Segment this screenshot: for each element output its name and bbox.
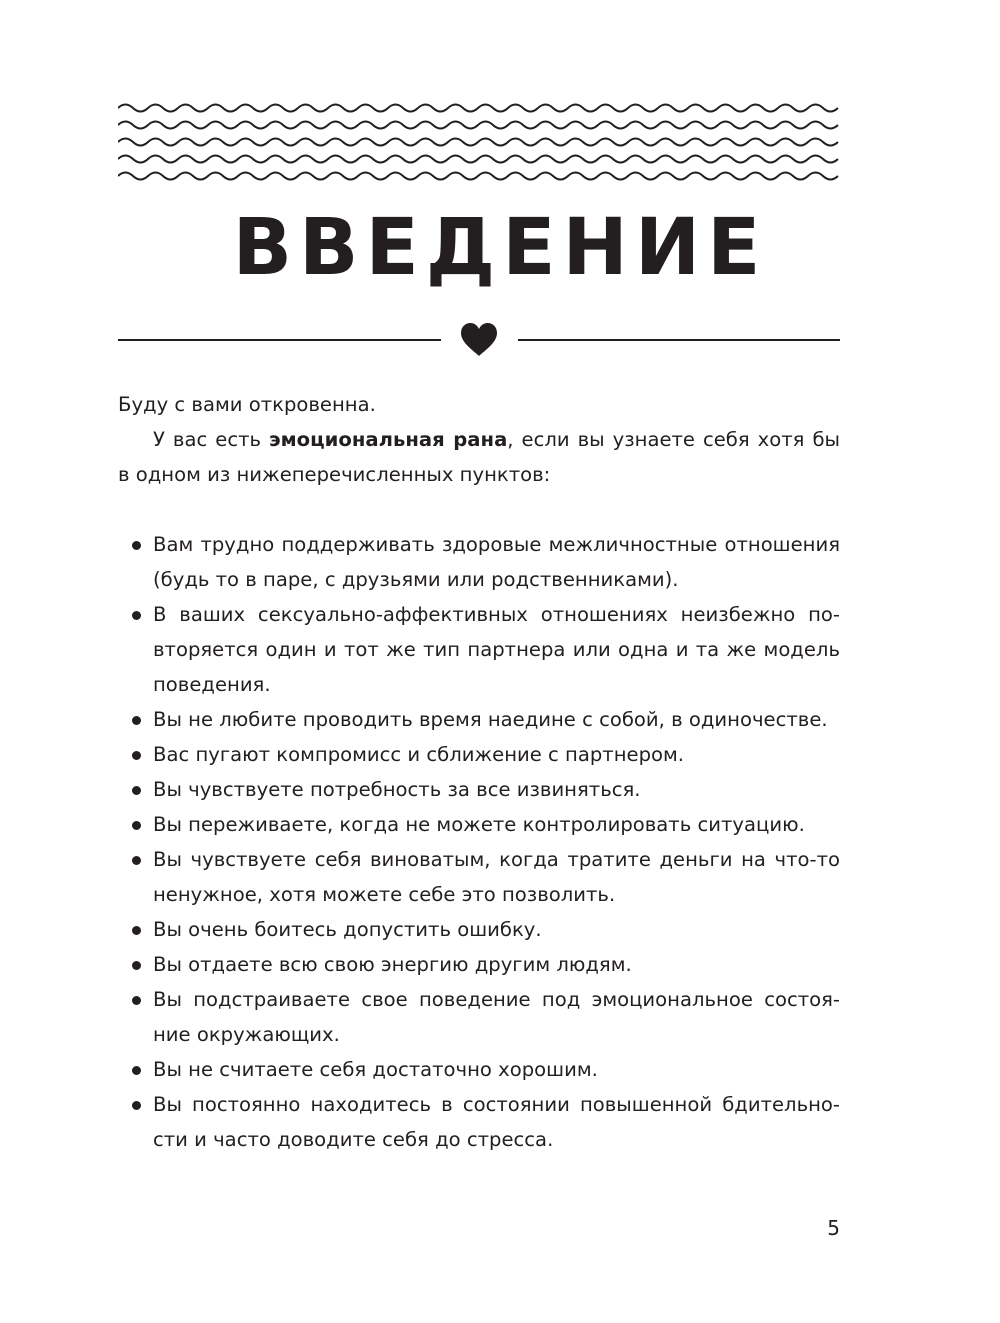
bullet-icon: [132, 751, 141, 760]
page-title: ВВЕДЕНИЕ: [232, 203, 768, 293]
intro-line: Буду с вами откровенна.: [118, 393, 376, 416]
list-item: [118, 947, 840, 982]
list-item: [118, 527, 840, 597]
bullet-icon: [132, 1066, 141, 1075]
bullet-icon: [132, 926, 141, 935]
list-item: [118, 842, 840, 912]
divider-right: [518, 339, 840, 341]
list-item-text: Вы отдаете всю свою энергию другим людям.: [153, 953, 632, 976]
list-item-text: Вас пугают компромисс и сближение с партнером.: [153, 743, 685, 766]
list-item-text: Вы не любите проводить время наедине с собой, в одиночестве.: [153, 708, 828, 731]
list-item: [118, 597, 840, 702]
page-number: 5: [827, 1216, 840, 1240]
divider-left: [118, 339, 441, 341]
heart-icon: [460, 322, 498, 358]
list-item: [118, 772, 840, 807]
bullet-icon: [132, 961, 141, 970]
bullet-icon: [132, 996, 141, 1005]
list-item-text: Вы чувствуете потребность за все извиняться.: [153, 778, 641, 801]
list-item: [118, 702, 840, 737]
intro-text-before: У вас есть: [153, 428, 270, 451]
list-item-text: Вам трудно поддерживать здоровые межличностные отношения (будь то в паре, с друзьями или родственниками).: [153, 533, 840, 591]
bullet-icon: [132, 786, 141, 795]
list-item: [118, 982, 840, 1052]
list-item: [118, 1087, 840, 1157]
intro-text-after: , если вы узнаете себя хотя бы в одном из нижеперечисленных пунктов:: [118, 428, 840, 486]
bullet-icon: [132, 856, 141, 865]
bullet-icon: [132, 1101, 141, 1110]
bullet-icon: [132, 716, 141, 725]
bullet-icon: [132, 611, 141, 620]
bullet-icon: [132, 821, 141, 830]
list-item-text: Вы подстраиваете свое поведение под эмоциональное состоя-ние окружающих.: [153, 988, 840, 1046]
list-item: [118, 737, 840, 772]
list-item-text: Вы переживаете, когда не можете контролировать ситуацию.: [153, 813, 805, 836]
list-item: [118, 807, 840, 842]
list-item-text: Вы очень боитесь допустить ошибку.: [153, 918, 542, 941]
list-item: [118, 1052, 840, 1087]
intro-paragraph: [118, 422, 840, 492]
wave-ornament: [118, 100, 840, 195]
list-item-text: В ваших сексуально-аффективных отношениях неизбежно по-вторяется один и тот же тип партнера или одна и та же модель поведения.: [153, 603, 840, 696]
bullet-icon: [132, 541, 141, 550]
list-item-text: Вы постоянно находитесь в состоянии повышенной бдительно-сти и часто доводите себя до стресса.: [153, 1093, 840, 1151]
bullet-list: [118, 527, 840, 1157]
intro-bold-term: эмоциональная рана: [269, 428, 508, 451]
list-item: [118, 912, 840, 947]
list-item-text: Вы не считаете себя достаточно хорошим.: [153, 1058, 598, 1081]
list-item-text: Вы чувствуете себя виноватым, когда тратите деньги на что-то ненужное, хотя можете себе это позволить.: [153, 848, 840, 906]
